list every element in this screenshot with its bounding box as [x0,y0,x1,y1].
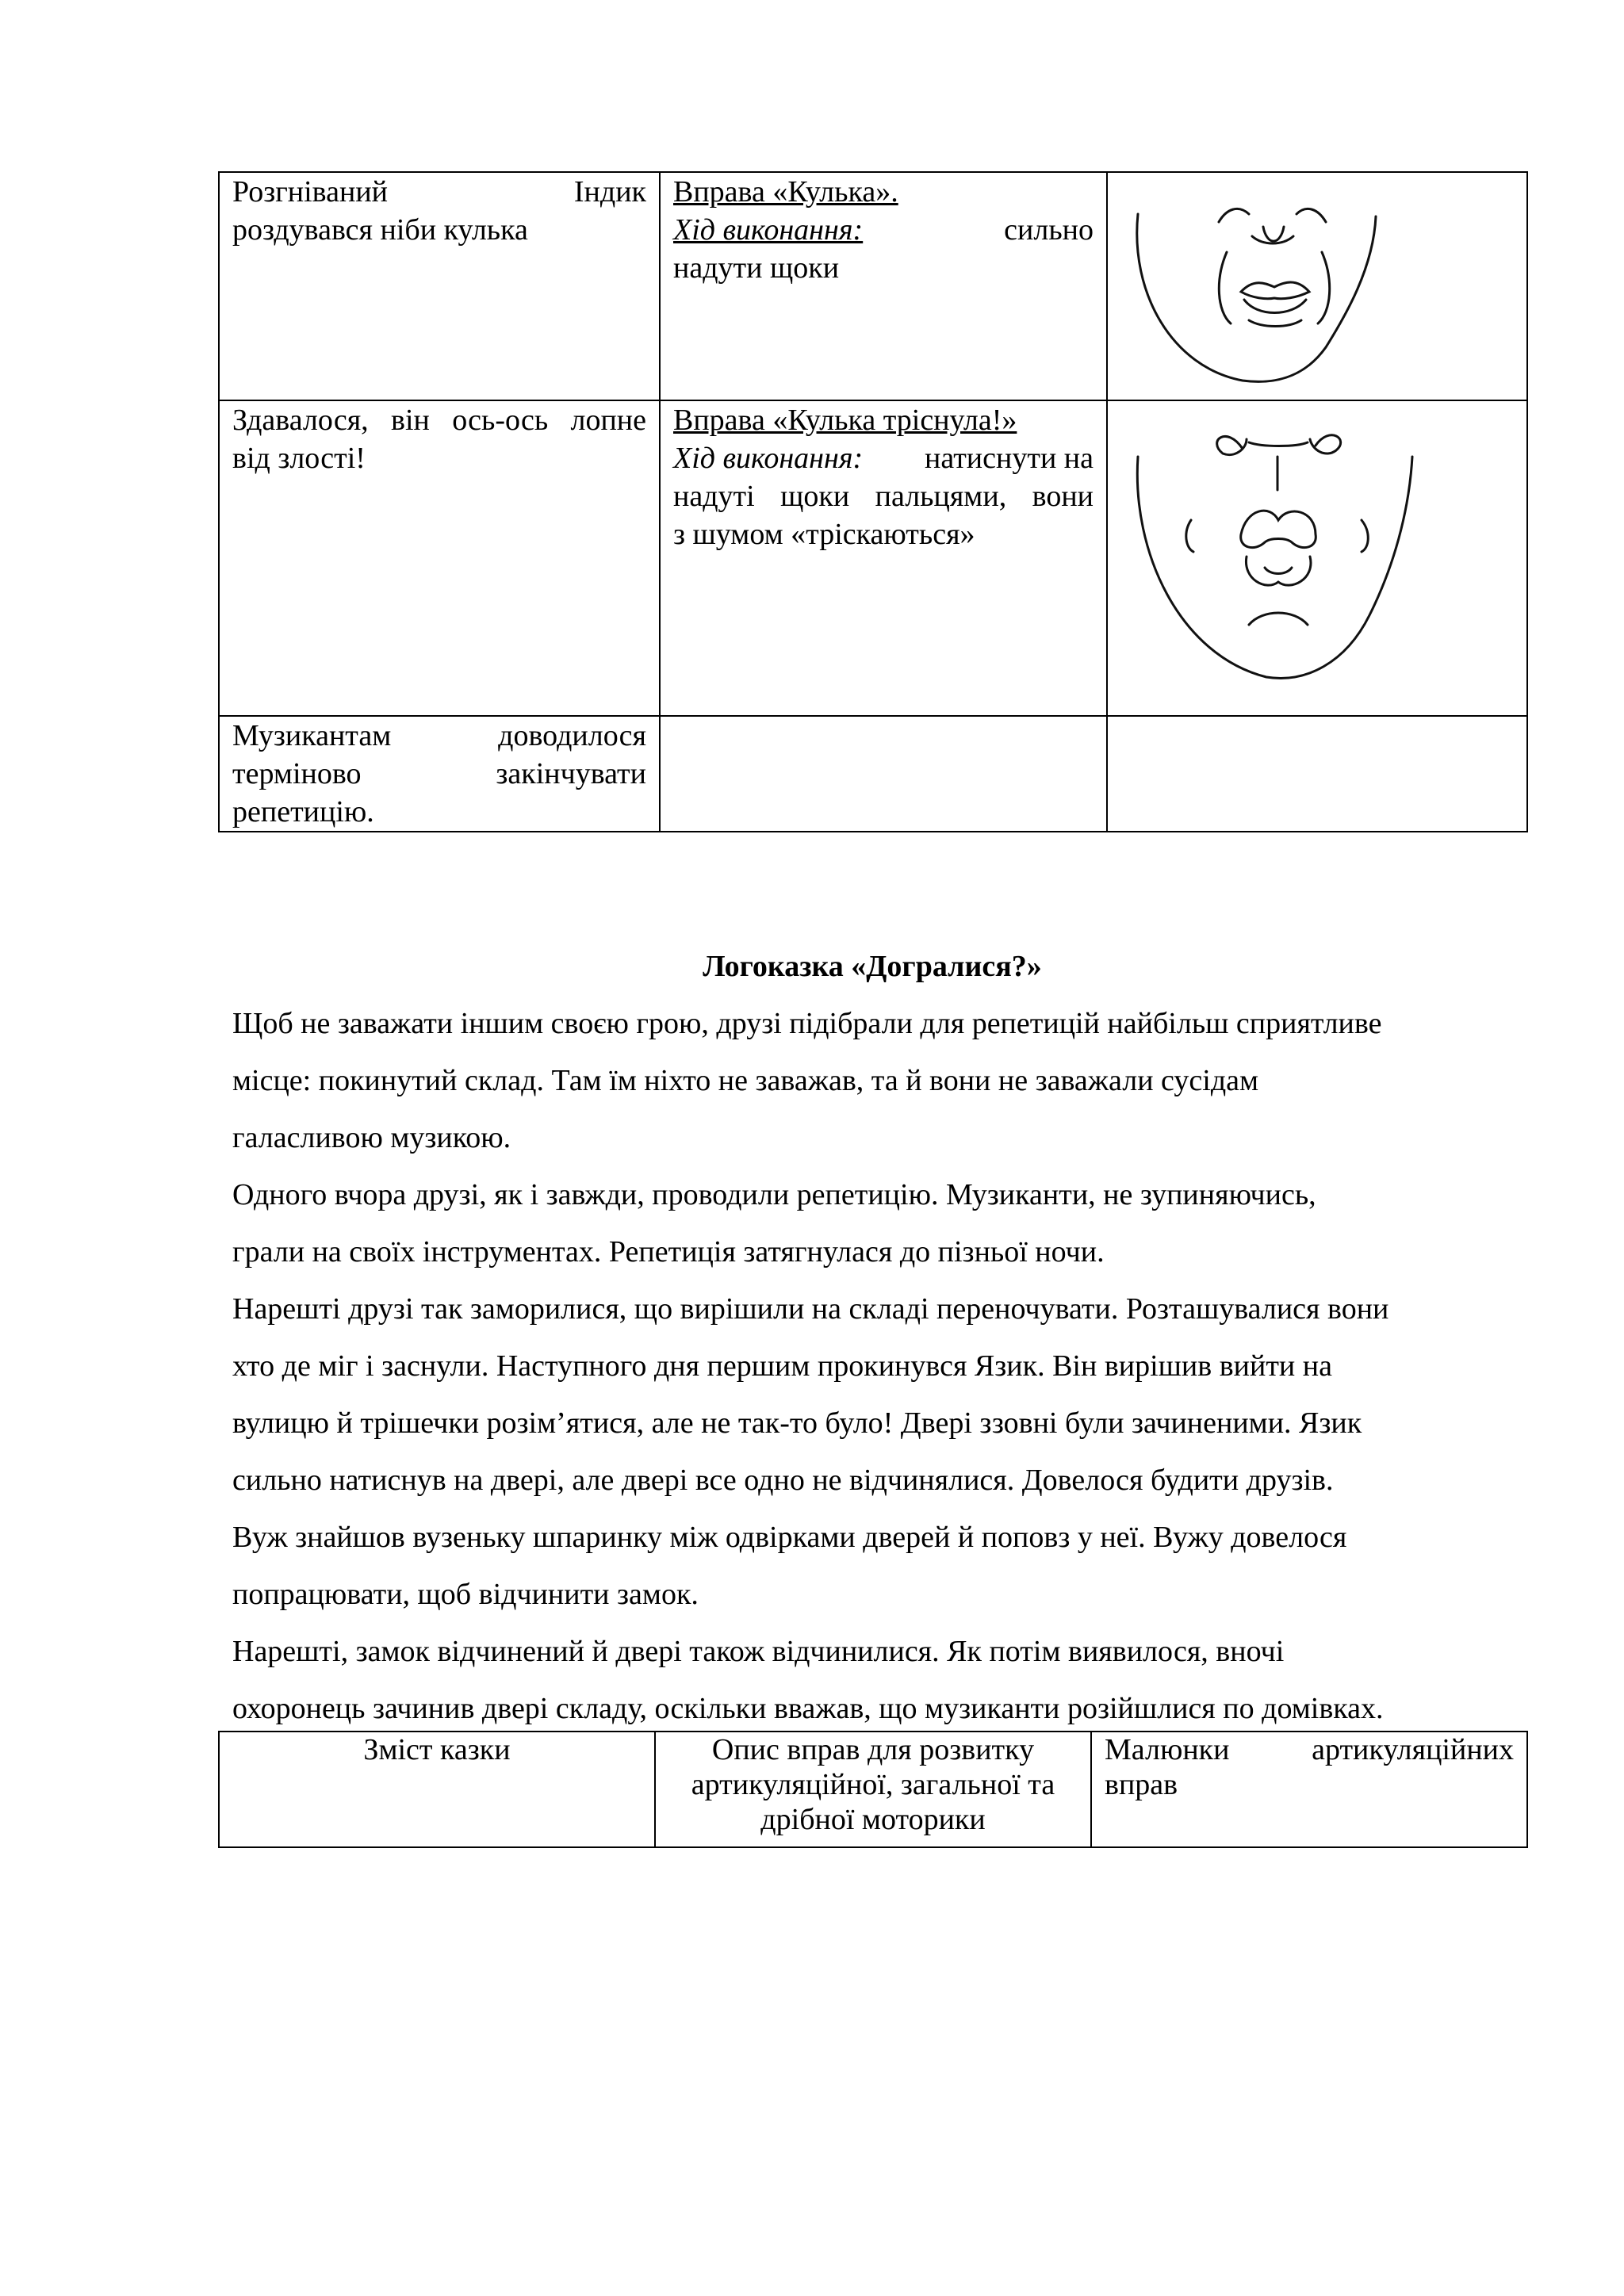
header-text: дрібної моторики [760,1803,986,1836]
exercise-label: Хід виконання: [673,442,864,475]
story-paragraph-line: грали на своїх інструментах. Репетиція затягнулася до пізньої ночи. [232,1235,1105,1269]
story-paragraph-line: Одного вчора друзі, як і завжди, проводили репетицію. Музиканти, не зупиняючись, [232,1178,1316,1211]
story-line: Здавалося, він ось-ось лопне [232,404,646,437]
story-paragraph-line: галасливою музикою. [232,1121,511,1154]
exercise-title: Вправа «Кулька». [673,175,898,209]
puffed-cheeks-face-illustration [1108,173,1528,400]
picture-cell [1107,716,1527,832]
header-text: Зміст казки [363,1733,511,1766]
picture-cell [1107,172,1527,400]
exercise-text: надуті щоки пальцями, вони [673,480,1094,513]
header-cell-description [655,1732,1091,1847]
story-cell [219,716,660,832]
story-paragraph-line: Щоб не заважати іншим своєю грою, друзі підібрали для репетицій найбільш сприятливе [232,1007,1382,1040]
story-paragraph-line: попрацювати, щоб відчинити замок. [232,1578,699,1611]
story-line: терміново закінчувати [232,757,646,790]
story-title: Логоказка «Догралися?» [703,950,1042,983]
story-paragraph-line: вулицю й трішечки розім’ятися, але не так-то було! Двері ззовні були зачиненими. Язик [232,1406,1362,1440]
exercise-text: натиснути на [924,442,1094,475]
story-paragraph-line: Нарешті, замок відчинений й двері також відчинилися. Як потім виявилося, вночі [232,1635,1285,1668]
table-row [219,172,1527,400]
exercise-cell [660,716,1107,832]
exercise-label: Хід виконання: [673,213,864,247]
story-paragraph-line: сильно натиснув на двері, але двері все одно не відчинялися. Довелося будити друзів. [232,1464,1334,1497]
burst-cheeks-face-illustration [1108,401,1528,715]
header-text: Опис вправ для розвитку [711,1733,1035,1766]
story-paragraph-line: хто де міг і заснули. Наступного дня першим прокинувся Язик. Він вирішив вийти на [232,1349,1332,1383]
exercise-title: Вправа «Кулька тріснула!» [673,404,1017,437]
story-line: роздувався ніби кулька [232,213,528,247]
story-paragraph-line: охоронець зачинив двері складу, оскільки вважав, що музиканти розійшлися по домівках. [232,1692,1384,1725]
story-cell [219,400,660,716]
story-cell [219,172,660,400]
header-text: вправ [1105,1768,1178,1801]
story-paragraph-line: Вуж знайшов вузеньку шпаринку між одвірками дверей й поповз у неї. Вужу довелося [232,1521,1347,1554]
header-cell-pictures [1091,1732,1527,1847]
exercise-text: з шумом «тріскаються» [673,518,975,551]
story-line: Музикантам доводилося [232,719,646,752]
story-paragraph-line: Нарешті друзі так заморилися, що вирішили на складі переночувати. Розташувалися вони [232,1292,1389,1326]
story-paragraph-line: місце: покинутий склад. Там їм ніхто не заважав, та й вони не заважали сусідам [232,1064,1259,1097]
table-row [219,1732,1527,1847]
exercise-text: сильно [1004,213,1094,247]
picture-cell [1107,400,1527,716]
table-row [219,716,1527,832]
story-line: від злості! [232,442,366,475]
story-line: репетицію. [232,795,374,828]
header-table [218,1731,1528,1848]
header-text: Малюнки артикуляційних [1105,1733,1514,1766]
header-cell-content [219,1732,655,1847]
exercise-cell [660,172,1107,400]
story-line: Розгніваний Індик [232,175,646,209]
header-text: артикуляційної, загальної та [691,1768,1055,1801]
exercise-cell [660,400,1107,716]
exercise-text: надути щоки [673,251,840,285]
table-row [219,400,1527,716]
story-text [232,995,1541,1737]
exercise-table [218,171,1528,832]
